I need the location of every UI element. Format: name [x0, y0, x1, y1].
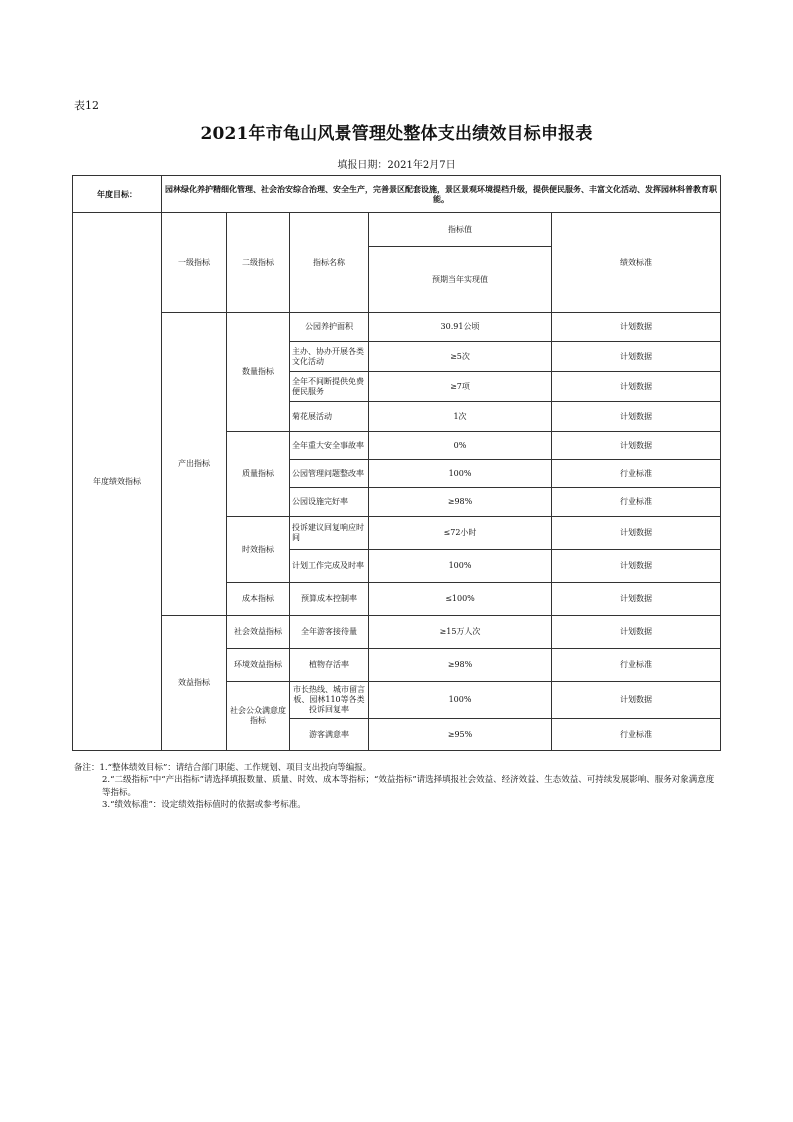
note-1: 备注：1.“整体绩效目标”：请结合部门职能、工作规划、项目支出投向等编报。 — [74, 763, 372, 773]
table-row — [73, 313, 721, 342]
goal-text: 园林绿化养护精细化管理、社会治安综合治理、安全生产，完善景区配套设施，景区景观环境提档升级，提供便民服务、丰富文化活动、发挥园林科普教育职能。 — [162, 176, 721, 213]
value-header: 指标值 — [369, 213, 552, 247]
indicator-value: 100% — [369, 460, 552, 488]
indicator-standard: 行业标准 — [552, 460, 721, 488]
indicator-name: 投诉建议回复响应时间 — [290, 517, 369, 550]
indicator-value: ≥98% — [369, 488, 552, 517]
indicator-value: 0% — [369, 432, 552, 460]
goal-row — [73, 176, 721, 213]
indicator-name: 全年重大安全事故率 — [290, 432, 369, 460]
indicator-name: 公园管理问题整改率 — [290, 460, 369, 488]
goal-label: 年度目标： — [73, 176, 162, 213]
indicator-value: 1次 — [369, 402, 552, 432]
indicator-standard: 计划数据 — [552, 682, 721, 719]
environment-benefit-indicator: 环境效益指标 — [227, 649, 290, 682]
output-indicator: 产出指标 — [162, 313, 227, 616]
page-title: 2021年市龟山风景管理处整体支出绩效目标申报表 — [200, 124, 593, 144]
indicator-value: ≥7项 — [369, 372, 552, 402]
indicator-name: 公园设施完好率 — [290, 488, 369, 517]
quantity-indicator: 数量指标 — [227, 313, 290, 432]
social-benefit-indicator: 社会效益指标 — [227, 616, 290, 649]
indicator-name: 预算成本控制率 — [290, 583, 369, 616]
indicator-standard: 行业标准 — [552, 719, 721, 751]
satisfaction-indicator: 社会公众满意度指标 — [227, 682, 290, 751]
indicator-name: 主办、协办开展各类文化活动 — [290, 342, 369, 372]
indicator-value: ≥95% — [369, 719, 552, 751]
indicator-standard: 计划数据 — [552, 550, 721, 583]
indicator-name: 市长热线、城市留言板、园林110等各类投诉回复率 — [290, 682, 369, 719]
standard-header: 绩效标准 — [552, 213, 721, 313]
indicator-value: ≥15万人次 — [369, 616, 552, 649]
expected-header: 预期当年实现值 — [369, 247, 552, 313]
notes — [74, 762, 722, 811]
name-header: 指标名称 — [290, 213, 369, 313]
indicator-value: ≥5次 — [369, 342, 552, 372]
indicator-name: 全年游客接待量 — [290, 616, 369, 649]
report-date: 填报日期：2021年2月7日 — [337, 160, 456, 171]
indicator-name: 植物存活率 — [290, 649, 369, 682]
indicator-name: 全年不间断提供免费便民服务 — [290, 372, 369, 402]
header-row — [73, 213, 721, 247]
indicator-name: 计划工作完成及时率 — [290, 550, 369, 583]
effect-indicator: 效益指标 — [162, 616, 227, 751]
indicator-name: 游客满意率 — [290, 719, 369, 751]
indicator-standard: 计划数据 — [552, 517, 721, 550]
timeliness-indicator: 时效指标 — [227, 517, 290, 583]
level2-header: 二级指标 — [227, 213, 290, 313]
indicator-standard: 计划数据 — [552, 402, 721, 432]
indicator-standard: 计划数据 — [552, 313, 721, 342]
performance-table — [72, 175, 721, 751]
note-3: 3.“绩效标准”：设定绩效指标值时的依据或参考标准。 — [102, 799, 306, 810]
note-2: 2.“二级指标”中“产出指标”请选择填报数量、质量、时效、成本等指标；“效益指标”请选择填报社会效益、经济效益、生态效益、可持续发展影响、服务对象满意度等指标。 — [102, 775, 715, 798]
table-row — [73, 616, 721, 649]
level1-header: 一级指标 — [162, 213, 227, 313]
quality-indicator: 质量指标 — [227, 432, 290, 517]
cost-indicator: 成本指标 — [227, 583, 290, 616]
indicator-value: ≥98% — [369, 649, 552, 682]
indicator-standard: 行业标准 — [552, 649, 721, 682]
indicator-value: 100% — [369, 550, 552, 583]
indicator-name: 公园养护面积 — [290, 313, 369, 342]
indicator-name: 菊花展活动 — [290, 402, 369, 432]
indicator-value: 30.91公顷 — [369, 313, 552, 342]
indicator-value: 100% — [369, 682, 552, 719]
indicator-standard: 计划数据 — [552, 583, 721, 616]
table-number: 表12 — [74, 99, 99, 112]
indicator-value: ≤100% — [369, 583, 552, 616]
annual-indicator-label: 年度绩效指标 — [73, 213, 162, 751]
indicator-standard: 计划数据 — [552, 372, 721, 402]
indicator-value: ≤72小时 — [369, 517, 552, 550]
indicator-standard: 计划数据 — [552, 342, 721, 372]
indicator-standard: 行业标准 — [552, 488, 721, 517]
indicator-standard: 计划数据 — [552, 432, 721, 460]
indicator-standard: 计划数据 — [552, 616, 721, 649]
